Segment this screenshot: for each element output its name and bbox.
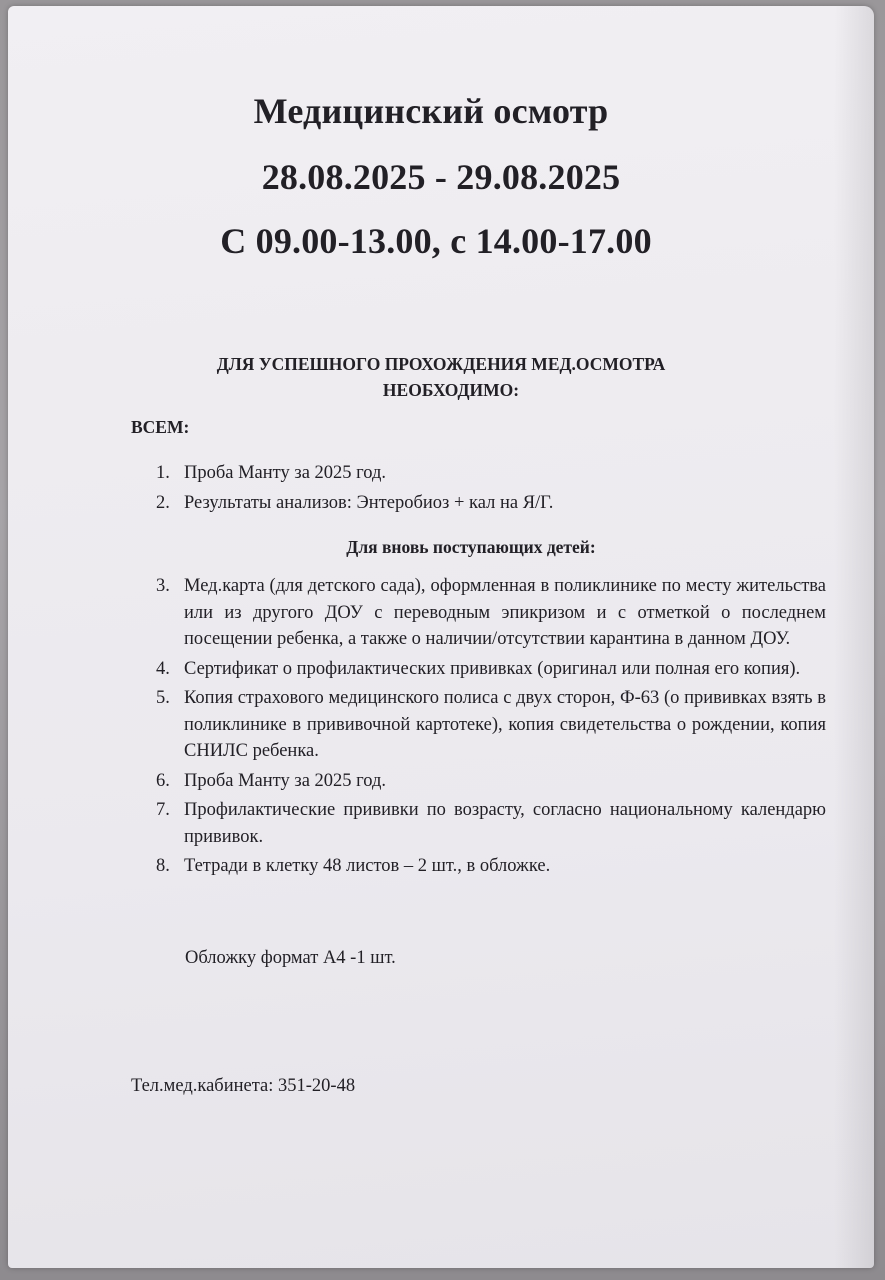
item-number: 7. <box>156 800 170 820</box>
list-item <box>146 460 826 487</box>
item-text: Результаты анализов: Энтеробиоз + кал на Я/Г. <box>184 492 554 513</box>
new-children-label: Для вновь поступающих детей: <box>346 537 596 557</box>
medical-office-phone: Тел.мед.кабинета: 351-20-48 <box>131 1076 356 1096</box>
item-number: 8. <box>156 856 170 876</box>
list-item <box>146 797 826 850</box>
item-text: Проба Манту за 2025 год. <box>184 463 387 483</box>
item-text: Копия страхового медицинского полиса с двух сторон, Ф-63 (о прививках взять в поликлинике в прививочной картотеке), копия свидетельства о рождении, копия СНИЛС ребенка. <box>184 688 826 761</box>
list-item <box>146 656 826 683</box>
list-item <box>146 768 826 795</box>
item-number: 5. <box>156 688 170 708</box>
exam-dates: 28.08.2025 - 29.08.2025 <box>261 157 621 197</box>
list-item <box>146 853 826 880</box>
notice-title: Медицинский осмотр <box>253 91 609 131</box>
item-number: 1. <box>156 463 170 483</box>
item-text: Сертификат о профилактических прививках (оригинал или полная его копия). <box>184 658 801 679</box>
item-number: 2. <box>156 492 170 513</box>
item-text: Мед.карта (для детского сада), оформленная в поликлинике по месту жительства или из другого ДОУ с переводным эпикризом и с отметкой о последнем посещении ребенка, а также о наличии/отсутствии карантина в данном ДОУ. <box>184 576 826 649</box>
item-text: Проба Манту за 2025 год. <box>184 770 387 791</box>
list-item <box>146 573 826 653</box>
item-number: 6. <box>156 770 170 791</box>
requirements-heading-line2: НЕОБХОДИМО: <box>382 380 520 400</box>
new-children-requirements-list <box>146 573 826 883</box>
all-requirements-list <box>146 460 826 519</box>
cover-note: Обложку формат А4 -1 шт. <box>185 948 396 968</box>
exam-hours: С 09.00-13.00, с 14.00-17.00 <box>220 221 652 261</box>
item-text: Профилактические прививки по возрасту, согласно национальному календарю прививок. <box>184 800 826 847</box>
notice-content <box>8 6 874 1268</box>
notice-sheet <box>8 6 874 1268</box>
list-item <box>146 685 826 765</box>
list-item <box>146 490 826 517</box>
item-number: 3. <box>156 576 170 596</box>
requirements-heading-line1: ДЛЯ УСПЕШНОГО ПРОХОЖДЕНИЯ МЕД.ОСМОТРА <box>216 354 666 374</box>
all-label: ВСЕМ: <box>131 417 190 437</box>
item-number: 4. <box>156 658 170 679</box>
item-text: Тетради в клетку 48 листов – 2 шт., в обложке. <box>184 856 551 876</box>
